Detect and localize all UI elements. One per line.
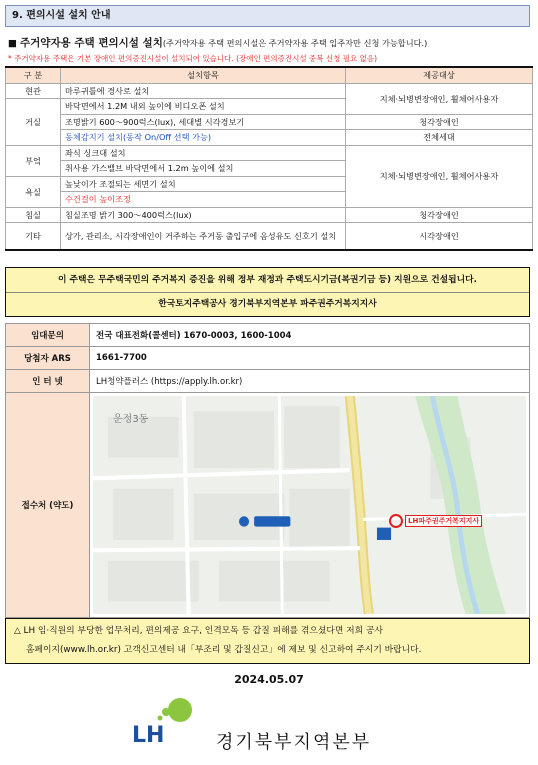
section-title: 9. 편의시설 설치 안내 — [5, 5, 530, 27]
target-cell: 청각장애인 — [346, 207, 533, 223]
lh-logo-icon — [132, 696, 202, 744]
item-cell: 상가, 관리소, 시각장애인이 거주하는 주거동 출입구에 음성유도 신호기 설치 — [61, 223, 346, 251]
item-cell: 수건걸이 높이조정 — [61, 192, 346, 208]
ars-value: 1661-7700 — [90, 347, 530, 370]
headquarters-name: 경기북부지역본부 — [216, 732, 372, 753]
facility-subtitle — [8, 35, 533, 50]
abuse-report-notice — [5, 618, 530, 664]
subtitle-bold: 주거약자용 주택 편의시설 설치 — [20, 37, 163, 49]
district-label: 운정3동 — [113, 414, 149, 425]
branch-marker-label: LH파주권주거복지지사 — [405, 515, 482, 527]
item-cell: 좌식 싱크대 설치 — [61, 145, 346, 161]
target-cell: 지체·뇌병변장애인, 휠체어사용자 — [346, 145, 533, 207]
warning-line-2: 홈페이지(www.lh.or.kr) 고객신고센터 내「부조리 및 갑질신고」에 제보 및 신고하여 주시기 바랍니다. — [26, 645, 422, 655]
target-cell: 지체·뇌병변장애인, 휠체어사용자 — [346, 83, 533, 114]
target-cell: 전체세대 — [346, 130, 533, 146]
location-map[interactable] — [93, 396, 526, 614]
target-cell: 청각장애인 — [346, 114, 533, 130]
facility-note: * 주거약자용 주택은 기본 장애인 편의증진시설이 설치되어 있습니다. (장애인 편의증진시설 중복 신청 필요 없음) — [8, 54, 378, 63]
map-drawing — [93, 396, 526, 614]
rental-inquiry-value: 전국 대표전화(콜센터) 1670-0003, 1600-1004 — [90, 324, 530, 347]
contact-table — [5, 323, 530, 618]
funding-notice-text: 이 주택은 무주택국민의 주거복지 증진을 위해 정부 재정과 주택도시기금(복권기금 등) 지원으로 건설됩니다. — [6, 268, 529, 293]
item-cell: 취사용 가스밸브 바닥면에서 1.2m 높이에 설치 — [61, 161, 346, 177]
category-other: 기타 — [6, 223, 61, 251]
header-category: 구 분 — [6, 67, 61, 83]
header-item: 설치항목 — [61, 67, 346, 83]
square-bullet-icon: ■ — [8, 38, 17, 49]
category-living: 거실 — [6, 99, 61, 146]
category-bedroom: 침실 — [6, 207, 61, 223]
internet-label: 인 터 넷 — [6, 370, 90, 393]
item-cell: 침실조명 밝기 300～400럭스(lux) — [61, 207, 346, 223]
funding-notice — [5, 267, 530, 317]
branch-name: 한국토지주택공사 경기북부지역본부 파주권주거복지지사 — [158, 299, 377, 309]
subtitle-paren: (주거약자용 주택 편의시설은 주거약자용 주택 입주자만 신청 가능합니다.) — [162, 38, 428, 48]
item-cell: 조명밝기 600～900럭스(lux), 세대별 시각경보기 — [61, 114, 346, 130]
rental-inquiry-label: 임대문의 — [6, 324, 90, 347]
location-pin-icon — [389, 514, 403, 528]
item-cell: 높낮이가 조절되는 세면기 설치 — [61, 176, 346, 192]
announcement-date: 2024.05.07 — [234, 673, 304, 686]
facility-table — [5, 66, 533, 251]
lh-logo-text: LH — [132, 723, 165, 744]
header-target: 제공대상 — [346, 67, 533, 83]
category-entrance: 현관 — [6, 83, 61, 99]
category-kitchen: 부엌 — [6, 145, 61, 176]
item-cell: 바닥면에서 1.2M 내외 높이에 비디오폰 설치 — [61, 99, 346, 115]
ars-label: 당첨자 ARS — [6, 347, 90, 370]
category-bathroom: 욕실 — [6, 176, 61, 207]
internet-value: LH청약플러스 (https://apply.lh.or.kr) — [90, 370, 530, 393]
lh-logo — [132, 696, 202, 744]
item-cell: 마루귀틀에 경사로 설치 — [61, 83, 346, 99]
item-cell: 동체감지기 설치(동작 On/Off 선택 가능) — [61, 130, 346, 146]
reception-label: 접수처 (약도) — [6, 393, 90, 618]
target-cell: 시각장애인 — [346, 223, 533, 251]
warning-line-1: △ LH 임·직원의 부당한 업무처리, 편의제공 요구, 인격모독 등 갑질 피해를 겪으셨다면 저희 공사 — [14, 626, 383, 636]
